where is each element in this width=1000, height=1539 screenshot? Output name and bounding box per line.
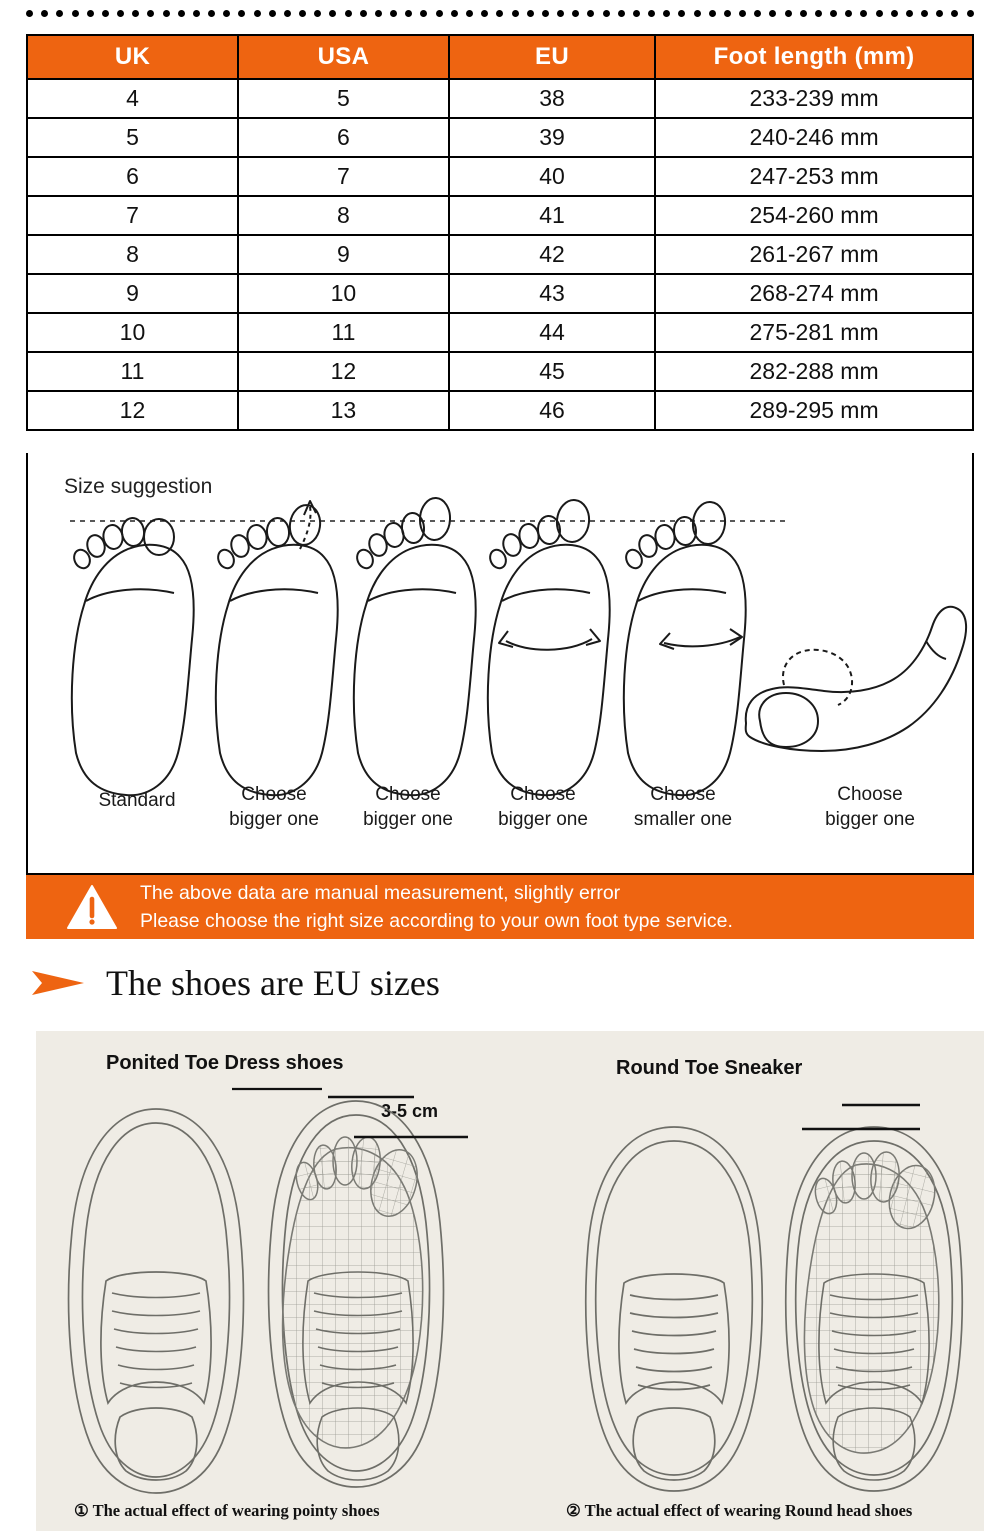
divider-dot: [512, 10, 519, 17]
divider-dot: [724, 10, 731, 17]
table-cell: 11: [27, 352, 238, 391]
divider-dot: [147, 10, 154, 17]
table-cell: 275-281 mm: [655, 313, 973, 352]
divider-dot: [967, 10, 974, 17]
table-cell: 44: [449, 313, 655, 352]
caption-6-line1: Choose: [837, 784, 903, 805]
divider-dot: [618, 10, 625, 17]
divider-dot: [299, 10, 306, 17]
divider-dot: [451, 10, 458, 17]
divider-dot: [269, 10, 276, 17]
divider-dot: [102, 10, 109, 17]
table-row: [27, 235, 973, 274]
table-cell: 6: [238, 118, 449, 157]
caption-6-line2: bigger one: [825, 808, 915, 830]
table-cell: 6: [27, 157, 238, 196]
divider-dot: [815, 10, 822, 17]
table-cell: 268-274 mm: [655, 274, 973, 313]
table-cell: 43: [449, 274, 655, 313]
pointed-shoe-note: ① The actual effect of wearing pointy shoes: [74, 1501, 380, 1520]
divider-dot: [921, 10, 928, 17]
table-cell: 40: [449, 157, 655, 196]
table-cell: 5: [238, 79, 449, 118]
table-header-row: [27, 35, 973, 79]
foot-type-captions: [28, 783, 972, 853]
table-cell: 8: [27, 235, 238, 274]
table-cell: 39: [449, 118, 655, 157]
caption-2-line1: Choose: [241, 784, 307, 805]
table-cell: 240-246 mm: [655, 118, 973, 157]
divider-dot: [891, 10, 898, 17]
warning-line-2: Please choose the right size according to your own foot type service.: [140, 910, 733, 932]
size-suggestion-panel: [26, 453, 974, 875]
table-cell: 9: [238, 235, 449, 274]
divider-dot: [754, 10, 761, 17]
divider-dot: [830, 10, 837, 17]
round-toe-title: Round Toe Sneaker: [616, 1057, 803, 1079]
warning-line-1: The above data are manual measurement, slightly error: [140, 881, 621, 904]
divider-dot: [420, 10, 427, 17]
size-suggestion-title: Size suggestion: [64, 475, 213, 498]
divider-dot: [208, 10, 215, 17]
divider-dot: [56, 10, 63, 17]
table-row: [27, 118, 973, 157]
measurement-warning-bar: [26, 875, 974, 939]
table-row: [27, 274, 973, 313]
divider-dot: [405, 10, 412, 17]
caption-4-line2: bigger one: [498, 808, 588, 830]
divider-dot: [527, 10, 534, 17]
table-cell: 5: [27, 118, 238, 157]
divider-dot: [785, 10, 792, 17]
divider-dot: [26, 10, 33, 17]
divider-dot: [694, 10, 701, 17]
divider-dot: [314, 10, 321, 17]
caption-3-line2: bigger one: [363, 808, 453, 830]
divider-dot: [663, 10, 670, 17]
table-cell: 8: [238, 196, 449, 235]
divider-dot: [572, 10, 579, 17]
shoe-comparison-panel: [36, 1031, 984, 1531]
warning-text: [140, 879, 733, 936]
table-cell: 11: [238, 313, 449, 352]
divider-dot: [845, 10, 852, 17]
table-cell: 261-267 mm: [655, 235, 973, 274]
shoe-fit-illustration: [36, 1031, 984, 1531]
divider-dot: [178, 10, 185, 17]
table-cell: 46: [449, 391, 655, 430]
divider-dot: [648, 10, 655, 17]
divider-dot: [284, 10, 291, 17]
arrow-right-icon: [26, 963, 92, 1003]
divider-dot: [769, 10, 776, 17]
divider-dot: [951, 10, 958, 17]
divider-dot: [72, 10, 79, 17]
column-header-eu: EU: [449, 35, 655, 79]
table-cell: 12: [238, 352, 449, 391]
divider-dot: [603, 10, 610, 17]
divider-dot: [800, 10, 807, 17]
eu-size-text: The shoes are EU sizes: [106, 963, 440, 1003]
table-cell: 4: [27, 79, 238, 118]
table-cell: 38: [449, 79, 655, 118]
table-cell: 42: [449, 235, 655, 274]
column-header-usa: USA: [238, 35, 449, 79]
divider-dot: [542, 10, 549, 17]
dotted-divider: [26, 10, 974, 20]
table-row: [27, 391, 973, 430]
table-cell: 289-295 mm: [655, 391, 973, 430]
column-header-uk: UK: [27, 35, 238, 79]
table-row: [27, 313, 973, 352]
divider-dot: [860, 10, 867, 17]
table-cell: 13: [238, 391, 449, 430]
caption-standard-line1: Standard: [98, 790, 176, 811]
divider-dot: [739, 10, 746, 17]
divider-dot: [193, 10, 200, 17]
table-row: [27, 157, 973, 196]
divider-dot: [360, 10, 367, 17]
table-cell: 233-239 mm: [655, 79, 973, 118]
divider-dot: [936, 10, 943, 17]
divider-dot: [329, 10, 336, 17]
size-table-container: [26, 34, 974, 431]
divider-dot: [466, 10, 473, 17]
divider-dot: [41, 10, 48, 17]
caption-4-line1: Choose: [510, 784, 576, 805]
size-conversion-table: [26, 34, 974, 431]
divider-dot: [87, 10, 94, 17]
eu-size-banner: [26, 952, 974, 1014]
table-cell: 7: [238, 157, 449, 196]
divider-dot: [557, 10, 564, 17]
divider-dot: [390, 10, 397, 17]
divider-dot: [163, 10, 170, 17]
divider-dot: [709, 10, 716, 17]
table-cell: 10: [238, 274, 449, 313]
divider-dot: [345, 10, 352, 17]
table-cell: 254-260 mm: [655, 196, 973, 235]
table-cell: 41: [449, 196, 655, 235]
divider-dot: [876, 10, 883, 17]
divider-dot: [117, 10, 124, 17]
table-cell: 247-253 mm: [655, 157, 973, 196]
divider-dot: [481, 10, 488, 17]
table-cell: 45: [449, 352, 655, 391]
table-row: [27, 196, 973, 235]
table-cell: 9: [27, 274, 238, 313]
divider-dot: [678, 10, 685, 17]
divider-dot: [132, 10, 139, 17]
table-cell: 12: [27, 391, 238, 430]
table-row: [27, 352, 973, 391]
caption-5-line2: smaller one: [633, 808, 733, 830]
divider-dot: [254, 10, 261, 17]
toe-gap-label: 3-5 cm: [381, 1101, 439, 1121]
divider-dot: [496, 10, 503, 17]
table-cell: 282-288 mm: [655, 352, 973, 391]
caption-standard: [62, 789, 212, 814]
caption-5: [598, 783, 768, 832]
warning-triangle-icon: [66, 884, 118, 930]
caption-3-line1: Choose: [375, 784, 441, 805]
pointed-toe-title: Ponited Toe Dress shoes: [106, 1052, 344, 1074]
table-row: [27, 79, 973, 118]
caption-5-line1: Choose: [650, 784, 716, 805]
divider-dot: [633, 10, 640, 17]
divider-dot: [223, 10, 230, 17]
divider-dot: [436, 10, 443, 17]
caption-6: [780, 783, 960, 832]
divider-dot: [375, 10, 382, 17]
caption-2-line2: bigger one: [229, 808, 319, 830]
divider-dot: [238, 10, 245, 17]
divider-dot: [587, 10, 594, 17]
table-cell: 10: [27, 313, 238, 352]
round-shoe-note: ② The actual effect of wearing Round head shoes: [566, 1501, 913, 1520]
table-cell: 7: [27, 196, 238, 235]
divider-dot: [906, 10, 913, 17]
column-header-foot-length: Foot length (mm): [655, 35, 973, 79]
